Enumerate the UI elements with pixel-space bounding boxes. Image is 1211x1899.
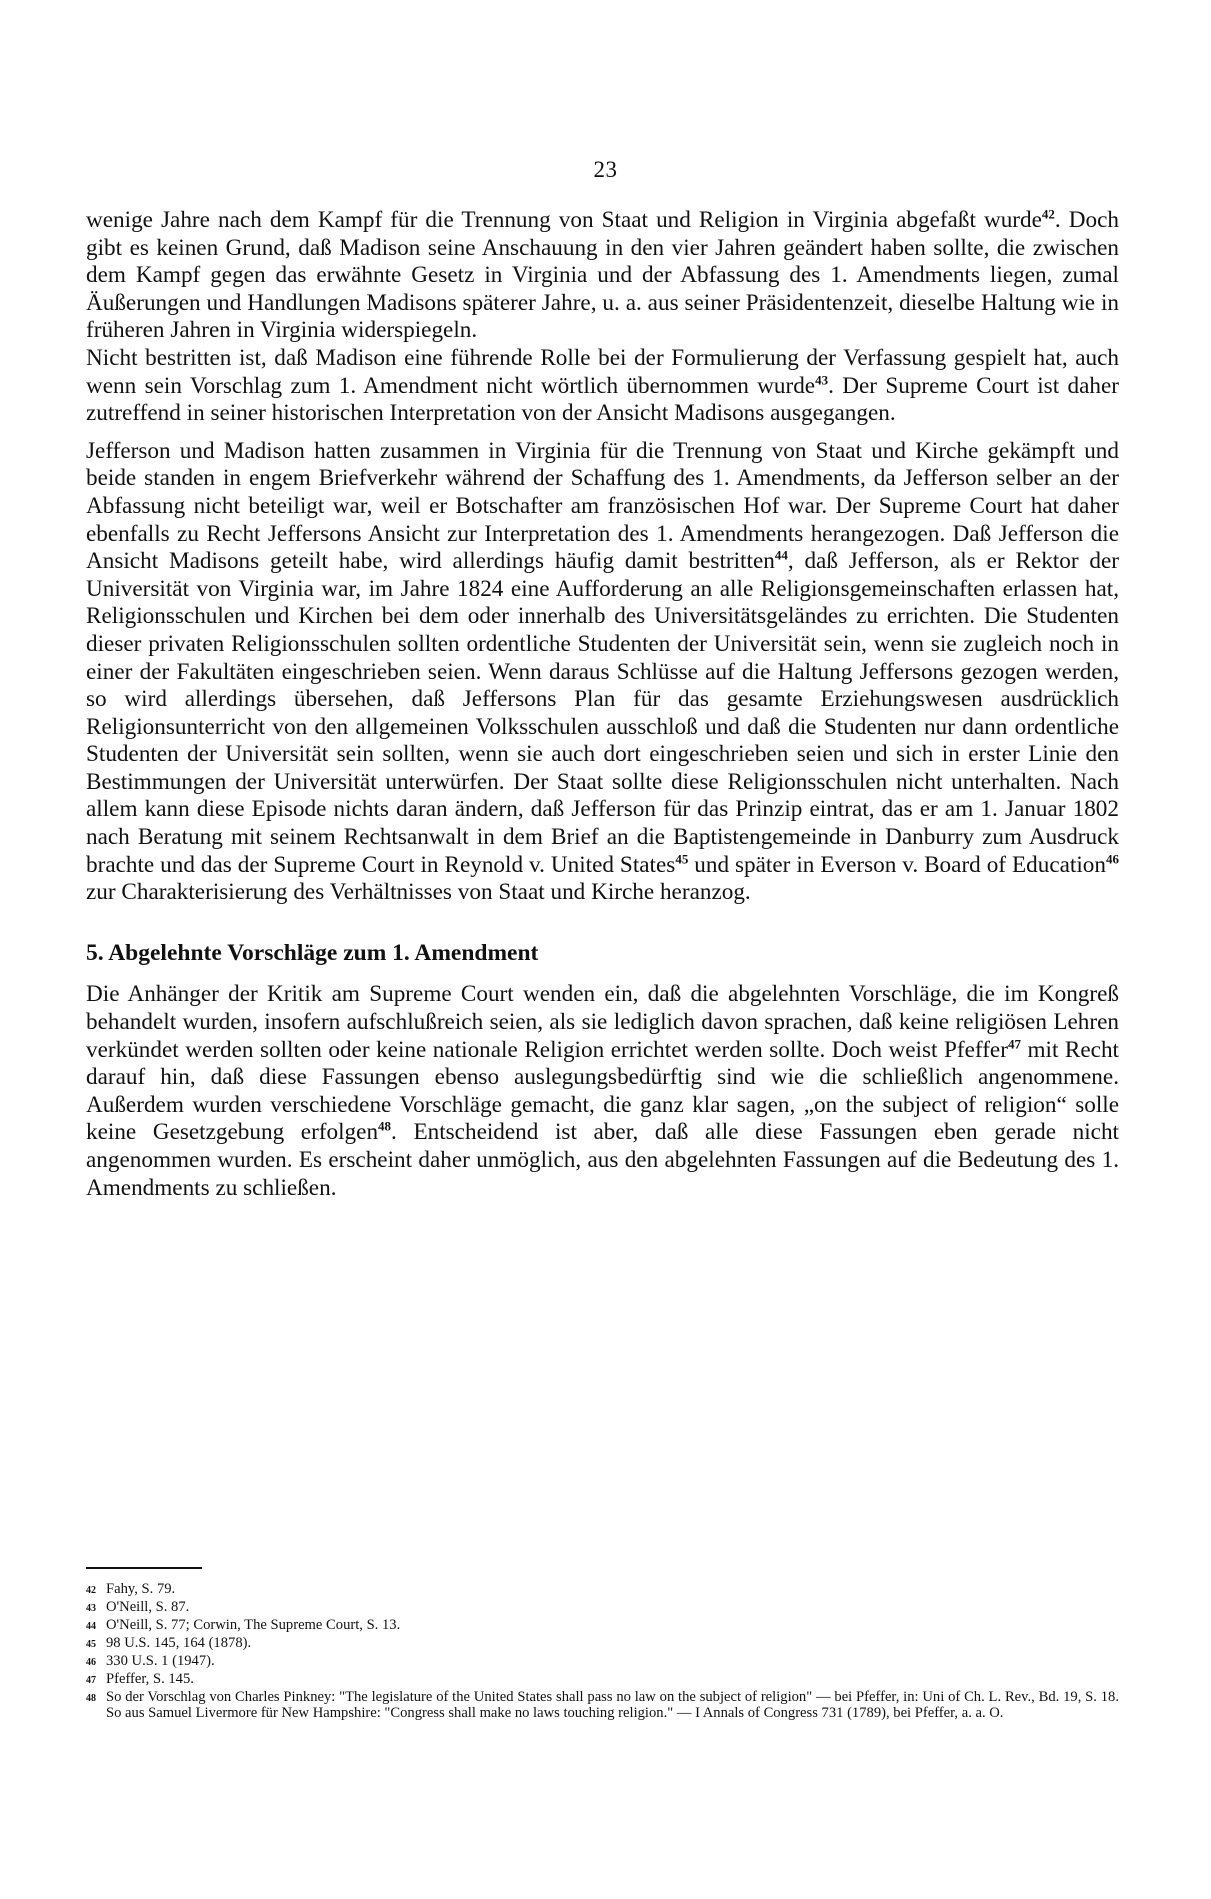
paragraph-text: Die Anhänger der Kritik am Supreme Court wenden ein, daß die abgelehnten Vorschläge, die im Kongreß behandelt wurden, insofern aufschlußreich seien, als sie lediglich davon sprachen, daß keine religiösen Lehren verkündet werden sollten oder keine nationale Religion errichtet werden sollte. Doch weist Pfeffer <box>86 981 1119 1063</box>
footnote <box>86 1635 1119 1653</box>
main-text <box>86 207 1119 1202</box>
footnote-reference: 45 <box>675 850 689 866</box>
footnote <box>86 1653 1119 1671</box>
footnote-reference: 42 <box>1041 206 1055 222</box>
paragraph <box>86 345 1119 428</box>
paragraph-text: . Entscheidend ist aber, daß alle diese Fassungen eben gerade nicht angenommen wurden. Es erscheint daher unmöglich, aus den abgelehnten Fassungen auf die Bedeutung des 1. Amendments zu schließen. <box>86 1119 1119 1201</box>
footnote-divider <box>86 1567 202 1569</box>
footnote-number: 43 <box>86 1603 96 1614</box>
footnote-reference: 43 <box>815 371 829 387</box>
footnote-reference: 48 <box>378 1118 392 1134</box>
paragraph <box>86 981 1119 1202</box>
footnote-reference: 47 <box>1007 1035 1021 1051</box>
footnote-text: So der Vorschlag von Charles Pinkney: "The legislature of the United States shall pass no law on the subject of religion" — bei Pfeffer, in: Uni of Ch. L. Rev., Bd. 19, S. 18. So aus Samuel Livermore für New Hampshire: "Congress shall make no laws touching religion." — I Annals of Congress 731 (1789), bei Pfeffer, a. a. O. <box>106 1689 1119 1721</box>
footnote-reference: 44 <box>774 547 788 563</box>
footnote-reference: 46 <box>1106 850 1119 866</box>
footnote <box>86 1617 1119 1635</box>
footnote-text: Pfeffer, S. 145. <box>106 1671 194 1687</box>
body-paragraphs <box>86 207 1119 907</box>
paragraph-text: zur Charakterisierung des Verhältnisses von Staat und Kirche heranzog. <box>86 879 751 906</box>
paragraph <box>86 207 1119 345</box>
footnote-text: Fahy, S. 79. <box>106 1581 176 1597</box>
footnote-text: 330 U.S. 1 (1947). <box>106 1653 215 1669</box>
footnote-number: 44 <box>86 1621 96 1632</box>
footnote-text: 98 U.S. 145, 164 (1878). <box>106 1635 252 1651</box>
paragraph-text: . Doch gibt es keinen Grund, daß Madison seine Anschauung in den vier Jahren geändert haben sollte, die zwischen dem Kampf gegen das erwähnte Gesetz in Virginia und der Abfassung des 1. Amendments liegen, zumal Äußerungen und Handlungen Madisons späterer Jahre, u. a. aus seiner Präsidentenzeit, dieselbe Haltung wie in früheren Jahren in Virginia widerspiegeln. <box>86 207 1119 344</box>
paragraph-text: mit Recht darauf hin, daß diese Fassungen ebenso auslegungsbedürftig sind wie die schließlich angenommene. Außerdem wurden verschiedene Vorschläge gemacht, die ganz klar sagen, „on the subject of religion“ solle keine Gesetzgebung erfolgen <box>86 1036 1120 1146</box>
footnote <box>86 1581 1119 1599</box>
footnotes <box>86 1581 1119 1721</box>
footnote-number: 47 <box>86 1675 96 1686</box>
footnote-text: O'Neill, S. 77; Corwin, The Supreme Court, S. 13. <box>106 1617 401 1633</box>
footnote <box>86 1689 1119 1721</box>
paragraph-text: Jefferson und Madison hatten zusammen in Virginia für die Trennung von Staat und Kirche gekämpft und beide standen in engem Briefverkehr während der Schaffung des 1. Amendments, da Jefferson selber an der Abfassung nicht beteiligt war, weil er Botschafter am französischen Hof war. Der Supreme Court hat daher ebenfalls zu Recht Jeffersons Ansicht zur Interpretation des 1. Amendments herangezogen. Daß Jefferson die Ansicht Madisons geteilt habe, wird allerdings häufig damit bestritten <box>86 437 1119 575</box>
footnote <box>86 1599 1119 1617</box>
page-number: 23 <box>593 157 618 182</box>
footnote-number: 48 <box>86 1693 96 1704</box>
paragraph-text: wenige Jahre nach dem Kampf für die Trennung von Staat und Religion in Virginia abgefaßt wurde <box>86 207 1042 233</box>
paragraph-text: , daß Jefferson, als er Rektor der Universität von Virginia war, im Jahre 1824 eine Aufforderung an alle Religionsgemeinschaften erlassen hat, Religionsschulen und Kirchen bei dem oder innerhalb des Universitätsgeländes zu errichten. Die Studenten dieser privaten Religionsschulen sollten ordentliche Studenten der Universität sein, wenn sie zugleich noch in einer der Fakultäten eingeschrieben seien. Wenn daraus Schlüsse auf die Haltung Jeffersons gezogen werden, so wird allerdings übersehen, daß Jeffersons Plan für das gesamte Erziehungswesen ausdrücklich Religionsunterricht von den allgemeinen Volksschulen ausschloß und daß die Studenten nur dann ordentliche Studenten der Universität sein sollten, wenn sie auch dort eingeschrieben seien und sich in erster Linie den Bestimmungen der Universität unterwürfen. Der Staat sollte diese Religionsschulen nicht unterhalten. Nach allem kann diese Episode nichts daran ändern, daß Jefferson für das Prinzip eintrat, das er am 1. Januar 1802 nach Beratung mit seinem Rechtsanwalt in dem Brief an die Baptistengemeinde in Danburry zum Ausdruck brachte und das der Supreme Court in Reynold v. United States <box>86 548 1120 878</box>
section-paragraphs <box>86 981 1119 1202</box>
footnote-text: O'Neill, S. 87. <box>106 1599 190 1615</box>
paragraph <box>86 438 1119 907</box>
paragraph-text: Nicht bestritten ist, daß Madison eine führende Rolle bei der Formulierung der Verfassung gespielt hat, auch wenn sein Vorschlag zum 1. Amendment nicht wörtlich übernommen wurde <box>86 344 1119 399</box>
footnote <box>86 1671 1119 1689</box>
paragraph-text: und später in Everson v. Board of Education <box>688 851 1106 878</box>
footnote-number: 42 <box>86 1585 96 1596</box>
paragraph-text: . Der Supreme Court ist daher zutreffend in seiner historischen Interpretation von der Ansicht Madisons ausgegangen. <box>86 372 1119 427</box>
footnote-number: 46 <box>86 1657 96 1668</box>
footnote-number: 45 <box>86 1639 96 1650</box>
section-heading: 5. Abgelehnte Vorschläge zum 1. Amendment <box>86 939 539 966</box>
